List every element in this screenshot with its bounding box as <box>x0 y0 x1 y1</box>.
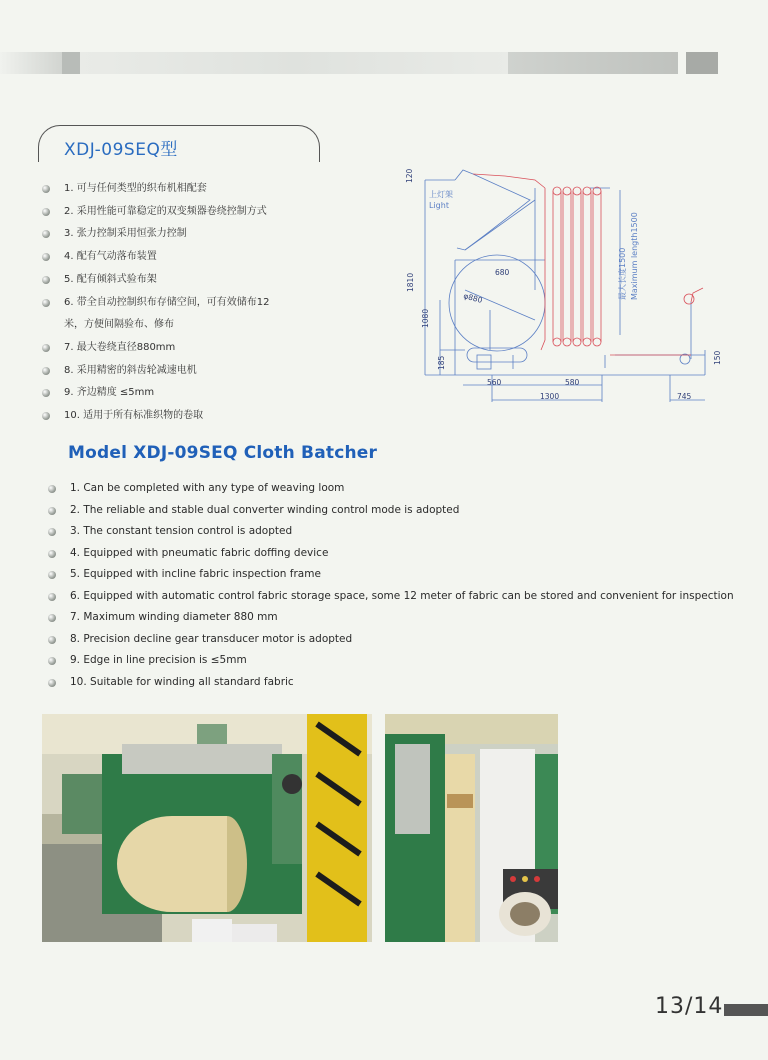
list-item: 5. Equipped with incline fabric inspection frame <box>48 564 748 586</box>
bullet-icon <box>48 507 56 515</box>
dim-150: 150 <box>713 350 722 365</box>
bullet-icon <box>42 230 50 238</box>
dim-1810: 1810 <box>406 272 415 292</box>
list-item: 3. 张力控制采用恒张力控制 <box>42 223 342 246</box>
bullet-icon <box>42 299 50 307</box>
dim-1300: 1300 <box>540 392 560 401</box>
bullet-icon <box>42 276 50 284</box>
en-feature-list <box>48 478 748 693</box>
list-item: 4. 配有气动落布装置 <box>42 246 342 269</box>
bullet-icon <box>48 636 56 644</box>
dim-560: 560 <box>487 378 502 387</box>
list-item: 2. 采用性能可靠稳定的双变频器卷绕控制方式 <box>42 201 342 224</box>
cn-feature-list <box>42 178 342 428</box>
list-item-continuation: 米，方便间隔验布、修布 <box>64 319 174 331</box>
header-decor-bar <box>0 52 768 74</box>
bullet-icon <box>42 208 50 216</box>
page-title-cn: XDJ-09SEQ型 <box>64 140 178 160</box>
list-item: 3. The constant tension control is adopted <box>48 521 748 543</box>
list-item: 7. 最大卷绕直径880mm <box>42 337 342 360</box>
bullet-icon <box>48 679 56 687</box>
bullet-icon <box>48 657 56 665</box>
footer-bar <box>724 1004 768 1016</box>
list-item: 5. 配有倾斜式验布架 <box>42 269 342 292</box>
max-length-label-en: Maximum length1500 <box>630 212 639 300</box>
list-item: 8. Precision decline gear transducer motor is adopted <box>48 629 748 651</box>
bullet-icon <box>48 550 56 558</box>
dim-185: 185 <box>437 355 446 370</box>
list-item: 6. 带全自动控制织布存储空间，可有效储布12 米，方便间隔验布、修布 <box>42 292 342 337</box>
bullet-icon <box>48 593 56 601</box>
page-number: 13/14 <box>655 994 724 1019</box>
list-item: 8. 采用精密的斜齿轮减速电机 <box>42 360 342 383</box>
factory-machine-photo <box>42 714 372 942</box>
bullet-icon <box>48 614 56 622</box>
light-label-en: Light <box>429 201 449 210</box>
dim-680: 680 <box>495 268 510 277</box>
fabric-storage-photo <box>385 714 558 942</box>
bullet-icon <box>42 253 50 261</box>
bullet-icon <box>42 344 50 352</box>
dim-1080: 1080 <box>421 308 430 328</box>
list-item: 9. 齐边精度 ≤5mm <box>42 382 342 405</box>
bullet-icon <box>48 485 56 493</box>
list-item: 4. Equipped with pneumatic fabric doffing device <box>48 543 748 565</box>
list-item: 10. 适用于所有标准织物的卷取 <box>42 405 342 428</box>
bullet-icon <box>42 367 50 375</box>
dim-diameter-880: φ880 <box>462 291 484 305</box>
machine-dimension-diagram <box>395 160 725 410</box>
list-item: 9. Edge in line precision is ≤5mm <box>48 650 748 672</box>
page-title-en: Model XDJ-09SEQ Cloth Batcher <box>68 443 378 463</box>
list-item: 10. Suitable for winding all standard fabric <box>48 672 748 694</box>
bullet-icon <box>42 412 50 420</box>
list-item: 1. Can be completed with any type of weaving loom <box>48 478 748 500</box>
bullet-icon <box>42 185 50 193</box>
list-item: 1. 可与任何类型的织布机相配套 <box>42 178 342 201</box>
dim-580: 580 <box>565 378 580 387</box>
dim-745: 745 <box>677 392 692 401</box>
bullet-icon <box>42 389 50 397</box>
dim-120: 120 <box>405 168 414 183</box>
list-item: 6. Equipped with automatic control fabric storage space, some 12 meter of fabric can be stored and convenient for inspection <box>48 586 748 608</box>
bullet-icon <box>48 528 56 536</box>
list-item: 2. The reliable and stable dual converter winding control mode is adopted <box>48 500 748 522</box>
max-length-label-cn: 最大长度1500 <box>618 247 627 300</box>
list-item: 7. Maximum winding diameter 880 mm <box>48 607 748 629</box>
light-label-cn: 上灯架 <box>429 190 453 199</box>
bullet-icon <box>48 571 56 579</box>
